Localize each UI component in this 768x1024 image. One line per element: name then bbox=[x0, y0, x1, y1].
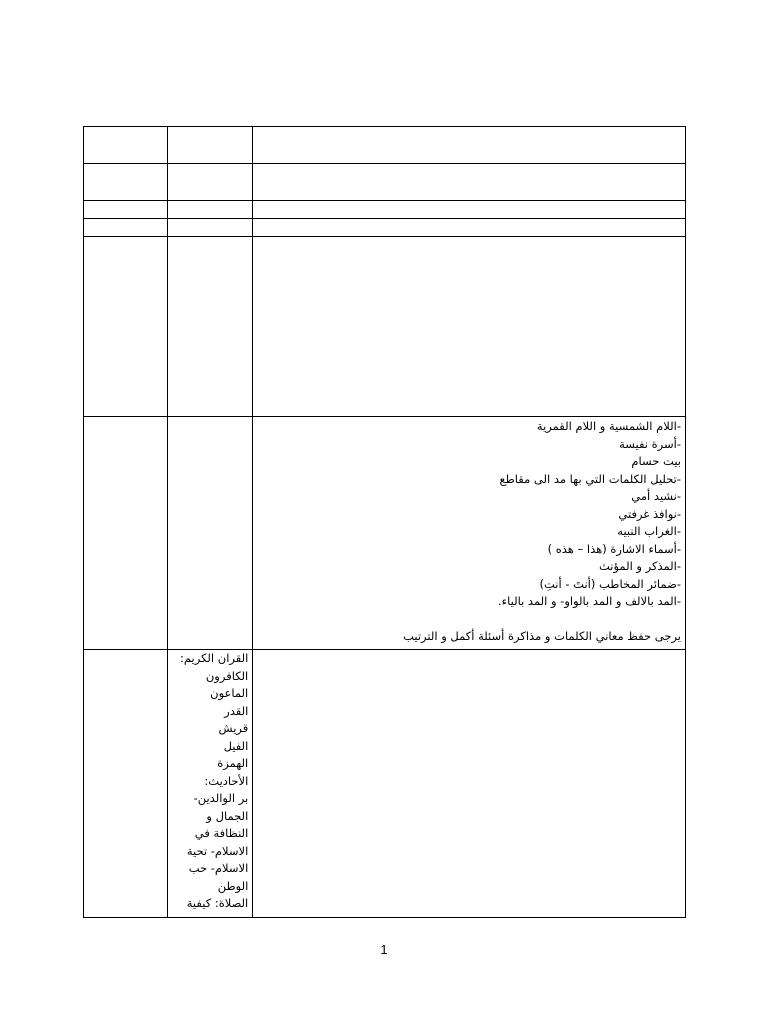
lesson-item: -نشيد أمي bbox=[631, 489, 681, 503]
table-cell bbox=[84, 164, 168, 201]
lesson-item: -نوافذ غرفتي bbox=[618, 506, 681, 521]
table-row bbox=[84, 237, 686, 417]
lesson-item: -اللام الشمسية و اللام القمرية bbox=[536, 419, 681, 433]
religion-item: بر الوالدين- bbox=[193, 791, 249, 805]
spacer bbox=[257, 611, 681, 629]
religion-item: الكافرون bbox=[205, 668, 249, 683]
table-cell bbox=[168, 417, 253, 650]
lesson-item: -الغراب النبيه bbox=[617, 524, 681, 538]
schedule-table bbox=[83, 126, 686, 918]
lesson-item: -أسرة نفيسة bbox=[619, 436, 681, 451]
table-row bbox=[84, 127, 686, 164]
lesson-item: -ضمائر المخاطب (أنتَ - أنتِ) bbox=[539, 576, 681, 591]
lesson-item: -تحليل الكلمات التي بها مد الى مقاطع bbox=[499, 471, 681, 486]
lesson-item: -أسماء الاشارة (هذا – هذه ) bbox=[547, 541, 681, 556]
religion-lessons-cell bbox=[168, 650, 253, 918]
table-cell bbox=[168, 201, 253, 219]
table-cell bbox=[168, 237, 253, 417]
religion-item: الماعون bbox=[210, 686, 249, 700]
religion-item: الأحاديث: bbox=[204, 773, 249, 788]
religion-item: الوطن bbox=[217, 878, 249, 893]
table-cell bbox=[253, 650, 686, 918]
table-cell bbox=[84, 127, 168, 164]
table-row-religion bbox=[84, 650, 686, 918]
table-cell bbox=[253, 201, 686, 219]
table-row bbox=[84, 164, 686, 201]
table-cell bbox=[253, 219, 686, 237]
lesson-item: -المد بالالف و المد بالواو- و المد بالياء. bbox=[498, 594, 681, 608]
page-number: 1 bbox=[380, 942, 388, 957]
table-cell bbox=[84, 650, 168, 918]
table-row bbox=[84, 201, 686, 219]
table-cell bbox=[168, 164, 253, 201]
religion-item: الاسلام- حب bbox=[188, 861, 249, 875]
religion-item: القران الكريم: bbox=[179, 651, 249, 665]
religion-item: النظافة في bbox=[194, 826, 249, 840]
table-cell bbox=[253, 164, 686, 201]
table-cell bbox=[253, 127, 686, 164]
religion-item: الجمال و bbox=[206, 808, 249, 823]
table-cell bbox=[84, 201, 168, 219]
study-note: يرجى حفظ معاني الكلمات و مذاكرة أسئلة أكمل و الترتيب bbox=[403, 629, 681, 643]
religion-item: الهمزة bbox=[217, 756, 249, 770]
religion-item: القدر bbox=[224, 703, 249, 718]
arabic-lessons-cell bbox=[253, 417, 686, 650]
table-cell bbox=[84, 417, 168, 650]
lesson-item: بيت حسام bbox=[631, 454, 681, 468]
table-row bbox=[84, 219, 686, 237]
lesson-item: -المذكر و المؤنث bbox=[599, 559, 681, 573]
religion-item: الصلاة: كيفية bbox=[186, 896, 249, 910]
religion-item: قريش bbox=[218, 721, 249, 735]
religion-item: الاسلام- تحية bbox=[186, 843, 249, 858]
table-cell bbox=[168, 127, 253, 164]
table-cell bbox=[168, 219, 253, 237]
religion-item: الفيل bbox=[223, 738, 249, 753]
table-cell bbox=[84, 219, 168, 237]
table-cell bbox=[253, 237, 686, 417]
table-row-arabic bbox=[84, 417, 686, 650]
table-cell bbox=[84, 237, 168, 417]
